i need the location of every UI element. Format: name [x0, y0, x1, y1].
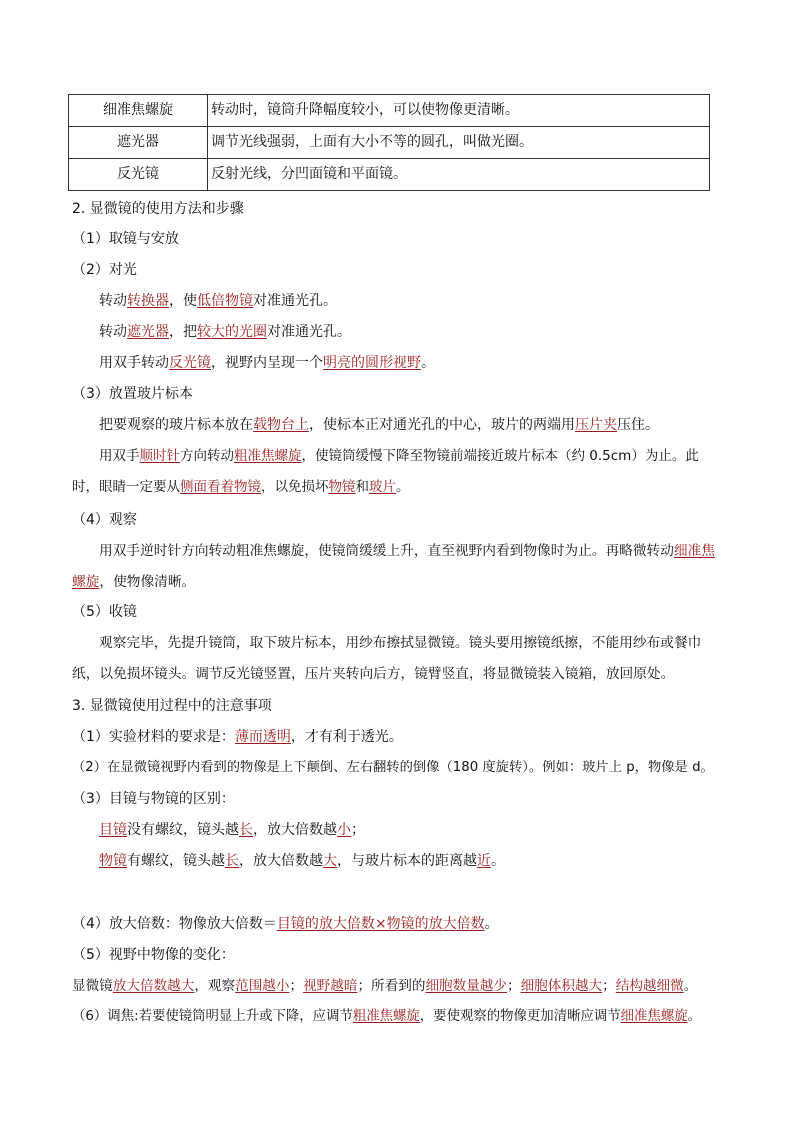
- text: ；所看到的: [357, 978, 426, 994]
- key-term: 物镜: [99, 853, 127, 869]
- text: 压住。: [617, 417, 659, 433]
- text: ，才有利于透光。: [290, 729, 403, 745]
- note-1: [72, 726, 403, 748]
- text: 显微镜: [72, 978, 113, 994]
- key-term: 薄而透明: [234, 729, 291, 745]
- step-2-line-2: [99, 321, 351, 343]
- key-term: 近: [477, 853, 491, 869]
- key-term: 粗准焦螺旋: [234, 448, 302, 464]
- text: ，视野内呈现一个: [211, 355, 323, 371]
- key-term: 遮光器: [127, 324, 169, 340]
- text: 。: [683, 978, 698, 994]
- part-description: 调节光线强弱，上面有大小不等的圆孔，叫做光圈。: [208, 127, 710, 159]
- step-3-paragraph-2: [72, 441, 724, 503]
- key-term: 细胞数量越少: [425, 978, 507, 994]
- key-term: 顺时针: [139, 448, 180, 464]
- text: ，使标本正对通光孔的中心，玻片的两端用: [309, 417, 575, 433]
- note-2: （2）在显微镜视野内看到的物像是上下颠倒、左右翻转的倒像（180 度旋转）。例如：玻片上 p，物像是 d。: [72, 760, 714, 775]
- key-term: 长: [225, 853, 239, 869]
- note-4: [72, 913, 499, 935]
- section-2-title: 2. 显微镜的使用方法和步骤: [72, 201, 244, 217]
- key-term: 小: [337, 822, 351, 838]
- note-3-line-1: [99, 819, 365, 841]
- step-1-heading: （1）取镜与安放: [72, 231, 179, 247]
- text: 把要观察的玻片标本放在: [99, 417, 253, 433]
- text: ；: [602, 978, 616, 994]
- text: ；: [289, 978, 304, 994]
- part-description: 反射光线，分凹面镜和平面镜。: [208, 159, 710, 191]
- text: ；: [507, 978, 521, 994]
- note-5-heading: （5）视野中物像的变化：: [72, 947, 235, 963]
- microscope-parts-table: [68, 94, 710, 191]
- key-term: 玻片: [369, 479, 396, 495]
- step-2-line-1: [99, 290, 337, 312]
- key-term: 低倍物镜: [197, 293, 253, 309]
- text: ，使: [169, 293, 197, 309]
- key-term: 物镜: [328, 479, 356, 495]
- text: 。: [484, 916, 499, 932]
- table-row: [69, 127, 710, 159]
- key-term: 目镜的放大倍数×物镜的放大倍数: [276, 916, 485, 932]
- text: 用双手逆时针方向转动粗准焦螺旋，使镜筒缓缓上升，直至视野内看到物像时为止。再略微转动: [99, 543, 674, 559]
- note-3-heading: （3）目镜与物镜的区别：: [72, 791, 235, 807]
- key-term: 大: [323, 853, 337, 869]
- key-term: 细胞体积越大: [520, 978, 603, 994]
- text: 和: [355, 479, 369, 495]
- step-2-line-3: [99, 352, 435, 374]
- text: ，观察: [194, 978, 236, 994]
- text: 。: [491, 853, 505, 869]
- text: 用双手: [99, 448, 140, 464]
- key-term: 压片夹: [575, 417, 617, 433]
- text: ，以免损坏: [261, 479, 329, 495]
- key-term: 侧面看着物镜: [180, 479, 261, 495]
- text: 对准通光孔。: [253, 293, 337, 309]
- part-name: 遮光器: [69, 127, 208, 159]
- text: 。: [396, 479, 410, 495]
- key-term: 粗准焦螺旋: [352, 1009, 420, 1024]
- text: 有螺纹，镜头越: [127, 853, 225, 869]
- step-2-heading: （2）对光: [72, 262, 137, 278]
- key-term: 较大的光圈: [197, 324, 267, 340]
- key-term: 长: [239, 822, 253, 838]
- step-5-paragraph: 观察完毕，先提升镜筒，取下玻片标本，用纱布擦拭显微镜。镜头要用擦镜纸擦，不能用纱布或餐巾纸，以免损坏镜头。调节反光镜竖置，压片夹转向后方，镜臂竖直，将显微镜装入镜箱，放回原处。: [72, 635, 702, 682]
- text: （1）实验材料的要求是：: [72, 729, 235, 745]
- text: 。: [687, 1009, 701, 1024]
- step-4-heading: （4）观察: [72, 512, 137, 528]
- text: ；: [351, 822, 365, 838]
- step-3-heading: （3）放置玻片标本: [72, 386, 193, 402]
- table-row: [69, 159, 710, 191]
- text: 。: [421, 355, 435, 371]
- text: 用双手转动: [99, 355, 169, 371]
- text: ，与玻片标本的距离越: [337, 853, 477, 869]
- text: （6）调焦:若要使镜筒明显上升或下降，应调节: [72, 1009, 353, 1024]
- section-3-title: 3. 显微镜使用过程中的注意事项: [72, 698, 272, 714]
- part-name: 反光镜: [69, 159, 208, 191]
- note-3-line-2: [99, 850, 505, 872]
- key-term: 视野越暗: [303, 978, 358, 994]
- table-row: [69, 95, 710, 127]
- note-6: [72, 1006, 701, 1028]
- key-term: 结构越细微: [615, 978, 684, 994]
- key-term: 目镜: [99, 822, 127, 838]
- key-term: 明亮的圆形视野: [323, 355, 421, 371]
- key-term: 放大倍数越大: [112, 978, 195, 994]
- note-5-line: [72, 975, 697, 997]
- part-description: 转动时，镜筒升降幅度较小，可以使物像更清晰。: [208, 95, 710, 127]
- step-4-paragraph: [72, 536, 724, 598]
- part-name: 细准焦螺旋: [69, 95, 208, 127]
- text: ，放大倍数越: [239, 853, 323, 869]
- step-5-heading: （5）收镜: [72, 604, 137, 620]
- text: ，使物像清晰。: [99, 574, 196, 590]
- text: ，放大倍数越: [253, 822, 337, 838]
- key-term: 转换器: [127, 293, 169, 309]
- key-term: 反光镜: [169, 355, 211, 371]
- key-term: 细准焦螺旋: [72, 543, 715, 590]
- text: 转动: [99, 293, 127, 309]
- key-term: 细准焦螺旋: [620, 1009, 688, 1024]
- text: 对准通光孔。: [267, 324, 351, 340]
- text: 转动: [99, 324, 127, 340]
- text: 方向转动: [180, 448, 234, 464]
- text: 没有螺纹，镜头越: [127, 822, 239, 838]
- text: （4）放大倍数：物像放大倍数＝: [72, 916, 277, 932]
- key-term: 载物台上: [253, 417, 309, 433]
- key-term: 范围越小: [235, 978, 290, 994]
- step-3-line-1: [99, 414, 659, 436]
- text: ，要使观察的物像更加清晰应调节: [419, 1009, 621, 1024]
- text: ，把: [169, 324, 197, 340]
- text: ，使镜筒缓慢下降至物镜前端接近玻片标本（约 0.5cm）为止。此时，眼睛一定要从: [72, 448, 699, 495]
